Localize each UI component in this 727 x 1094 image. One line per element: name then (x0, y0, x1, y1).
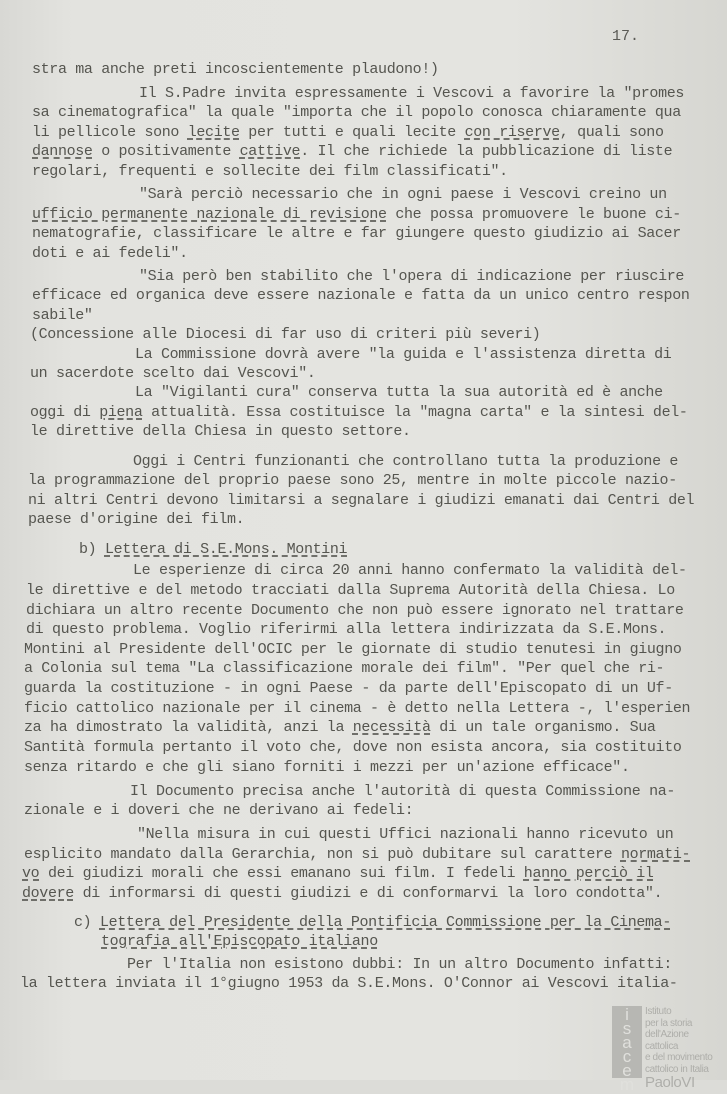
text-line (22, 865, 654, 883)
text-line (28, 492, 694, 510)
text-line (101, 933, 378, 951)
text-line (32, 287, 690, 305)
underlined-text: lecite (187, 124, 240, 141)
text-line (30, 423, 411, 441)
text-segment: la lettera inviata il 1°giugno 1953 da S.E.Mons. O'Connor ai Vescovi italia- (20, 975, 678, 992)
text-segment: che possa promuovere le buone ci- (386, 206, 681, 223)
text-segment: attualità. Essa costituisce la "magna carta" e la sintesi del- (142, 404, 688, 421)
text-line (24, 641, 682, 659)
archive-watermark-logo (612, 1005, 724, 1094)
text-segment: ficio cattolico nazionale per il cinema - è detto nella Lettera -, l'esperien (24, 700, 691, 717)
text-segment: , quali sono (559, 124, 664, 141)
text-segment: nematografie, classificare le altre e far giungere questo giudizio ai Sacer (32, 225, 681, 242)
text-line (139, 268, 684, 286)
text-segment: li pellicole sono (32, 124, 188, 141)
text-line (24, 846, 690, 864)
logo-line: PaoloVI (645, 1074, 695, 1091)
text-line (32, 124, 664, 142)
text-line (130, 783, 675, 801)
text-line (28, 511, 244, 529)
text-line (30, 404, 688, 422)
underlined-text: Lettera del Presidente della Pontificia Commissione per la Cinema- (99, 914, 671, 931)
text-segment: stra ma anche preti incoscientemente plaudono!) (32, 61, 439, 78)
text-line (32, 225, 681, 243)
underlined-text: tografia all'Episcopato italiano (101, 933, 378, 950)
text-segment: Le esperienze di circa 20 anni hanno confermato la validità del- (133, 562, 687, 579)
text-segment: doti e ai fedeli". (32, 245, 188, 262)
text-line (30, 365, 316, 383)
text-line (137, 826, 673, 844)
underlined-text: hanno perciò il (523, 865, 654, 882)
text-line (32, 163, 508, 181)
text-segment: Santità formula pertanto il voto che, dove non esista ancora, sia costituito (24, 739, 682, 756)
text-line (24, 660, 664, 678)
text-line (26, 582, 675, 600)
logo-text (645, 1006, 724, 1091)
text-line (74, 914, 671, 932)
text-segment: senza ritardo e che gli siano forniti i mezzi per un'azione efficace". (24, 759, 630, 776)
underlined-text: ufficio permanente nazionale di revisione (32, 206, 387, 223)
text-segment: la programmazione del proprio paese sono 25, mentre in molte piccole nazio- (28, 472, 677, 489)
underlined-text: necessità (352, 719, 431, 736)
text-segment: b) (79, 541, 105, 558)
text-segment: dei giudizi morali che essi emanano sui film. I fedeli (39, 865, 524, 882)
text-line (30, 326, 540, 344)
text-segment: . Il che richiede la pubblicazione di liste (300, 143, 673, 160)
text-segment: a Colonia sul tema "La classificazione morale dei film". "Per quel che ri- (24, 660, 665, 677)
text-segment: La Commissione dovrà avere "la guida e l'assistenza diretta di (135, 346, 672, 363)
text-segment: di informarsi di questi giudizi e di conformarvi la loro condotta". (73, 885, 663, 902)
logo-line: e del movimento (645, 1052, 713, 1063)
text-segment: le direttive della Chiesa in questo settore. (30, 423, 411, 440)
text-segment: La "Vigilanti cura" conserva tutta la sua autorità ed è anche (135, 384, 663, 401)
text-segment: o positivamente (92, 143, 240, 160)
text-line (32, 61, 439, 79)
text-segment: Per l'Italia non esistono dubbi: In un altro Documento infatti: (127, 956, 673, 973)
text-segment: per tutti e quali lecite (239, 124, 465, 141)
text-line (28, 472, 677, 490)
text-line (133, 453, 678, 471)
text-segment: paese d'origine dei film. (28, 511, 245, 528)
logo-line: Istituto (645, 1006, 672, 1017)
underlined-text: piena (99, 404, 143, 421)
text-line (135, 346, 671, 364)
text-line (24, 759, 630, 777)
text-line (139, 186, 667, 204)
text-line (26, 621, 666, 639)
logo-letters: i s a c e m (612, 1006, 642, 1078)
text-segment: za ha dimostrato la validità, anzi la (24, 719, 353, 736)
text-line (32, 143, 672, 161)
underlined-text: Lettera di S.E.Mons. Montini (104, 541, 348, 558)
text-segment: Montini al Presidente dell'OCIC per le giornate di studio tenutesi in giugno (24, 641, 682, 658)
text-segment: sa cinematografica" la quale "importa che il popolo conosca chiaramente qua (32, 104, 681, 121)
text-segment: ni altri Centri devono limitarsi a segnalare i giudizi emanati dai Centri del (28, 492, 695, 509)
text-line (127, 956, 672, 974)
text-segment: zionale e i doveri che ne derivano ai fedeli: (24, 802, 414, 819)
text-segment: "Sarà perciò necessario che in ogni paese i Vescovi creino un (139, 186, 667, 203)
text-line (79, 541, 347, 559)
text-segment: di questo problema. Voglio riferirmi alla lettera indirizzata da S.E.Mons. (26, 621, 667, 638)
text-line (32, 104, 681, 122)
underlined-text: con riserve (464, 124, 560, 141)
text-line (24, 719, 656, 737)
logo-line: cattolico in Italia (645, 1063, 709, 1075)
text-line (32, 307, 93, 325)
text-segment: sabile" (32, 307, 93, 324)
text-line (26, 602, 684, 620)
text-line (22, 885, 662, 903)
text-segment: (Concessione alle Diocesi di far uso di criteri più severi) (30, 326, 541, 343)
text-segment: Il S.Padre invita espressamente i Vescovi a favorire la "promes (139, 85, 685, 102)
text-segment: Il Documento precisa anche l'autorità di questa Commissione na- (130, 783, 676, 800)
underlined-text: cattive (239, 143, 301, 160)
text-segment: dichiara un altro recente Documento che non può essere ignorato nel trattare (26, 602, 684, 619)
text-line (24, 739, 682, 757)
text-segment: un sacerdote scelto dai Vescovi". (30, 365, 316, 382)
text-segment: oggi di (30, 404, 100, 421)
text-segment: esplicito mandato dalla Gerarchia, non si può dubitare sul carattere (24, 846, 621, 863)
underlined-text: normati- (620, 846, 691, 863)
text-segment: regolari, frequenti e sollecite dei film classificati". (32, 163, 508, 180)
text-segment: guarda la costituzione - in ogni Paese - da parte dell'Episcopato di un Uf- (24, 680, 673, 697)
underlined-text: dovere (22, 885, 74, 902)
logo-line: per la storia (645, 1017, 693, 1029)
text-segment: c) (74, 914, 100, 931)
page-number: 17. (612, 28, 640, 45)
text-line (20, 975, 678, 993)
text-segment: efficace ed organica deve essere nazionale e fatta da un unico centro respon (32, 287, 690, 304)
text-line (135, 384, 663, 402)
logo-line: dell'Azione cattolica (645, 1029, 689, 1052)
text-line (24, 680, 673, 698)
text-segment: Oggi i Centri funzionanti che controllano tutta la produzione e (133, 453, 679, 470)
text-line (139, 85, 684, 103)
text-line (32, 206, 681, 224)
text-line (32, 245, 188, 263)
text-segment: "Nella misura in cui questi Uffici nazionali hanno ricevuto un (137, 826, 674, 843)
text-line (24, 802, 413, 820)
text-segment: "Sia però ben stabilito che l'opera di indicazione per riuscire (139, 268, 685, 285)
text-segment: di un tale organismo. Sua (430, 719, 656, 736)
text-segment: le direttive e del metodo tracciati dalla Suprema Autorità della Chiesa. Lo (26, 582, 675, 599)
underlined-text: dannose (32, 143, 93, 160)
text-line (24, 700, 690, 718)
underlined-text: vo (22, 865, 40, 882)
text-line (133, 562, 687, 580)
